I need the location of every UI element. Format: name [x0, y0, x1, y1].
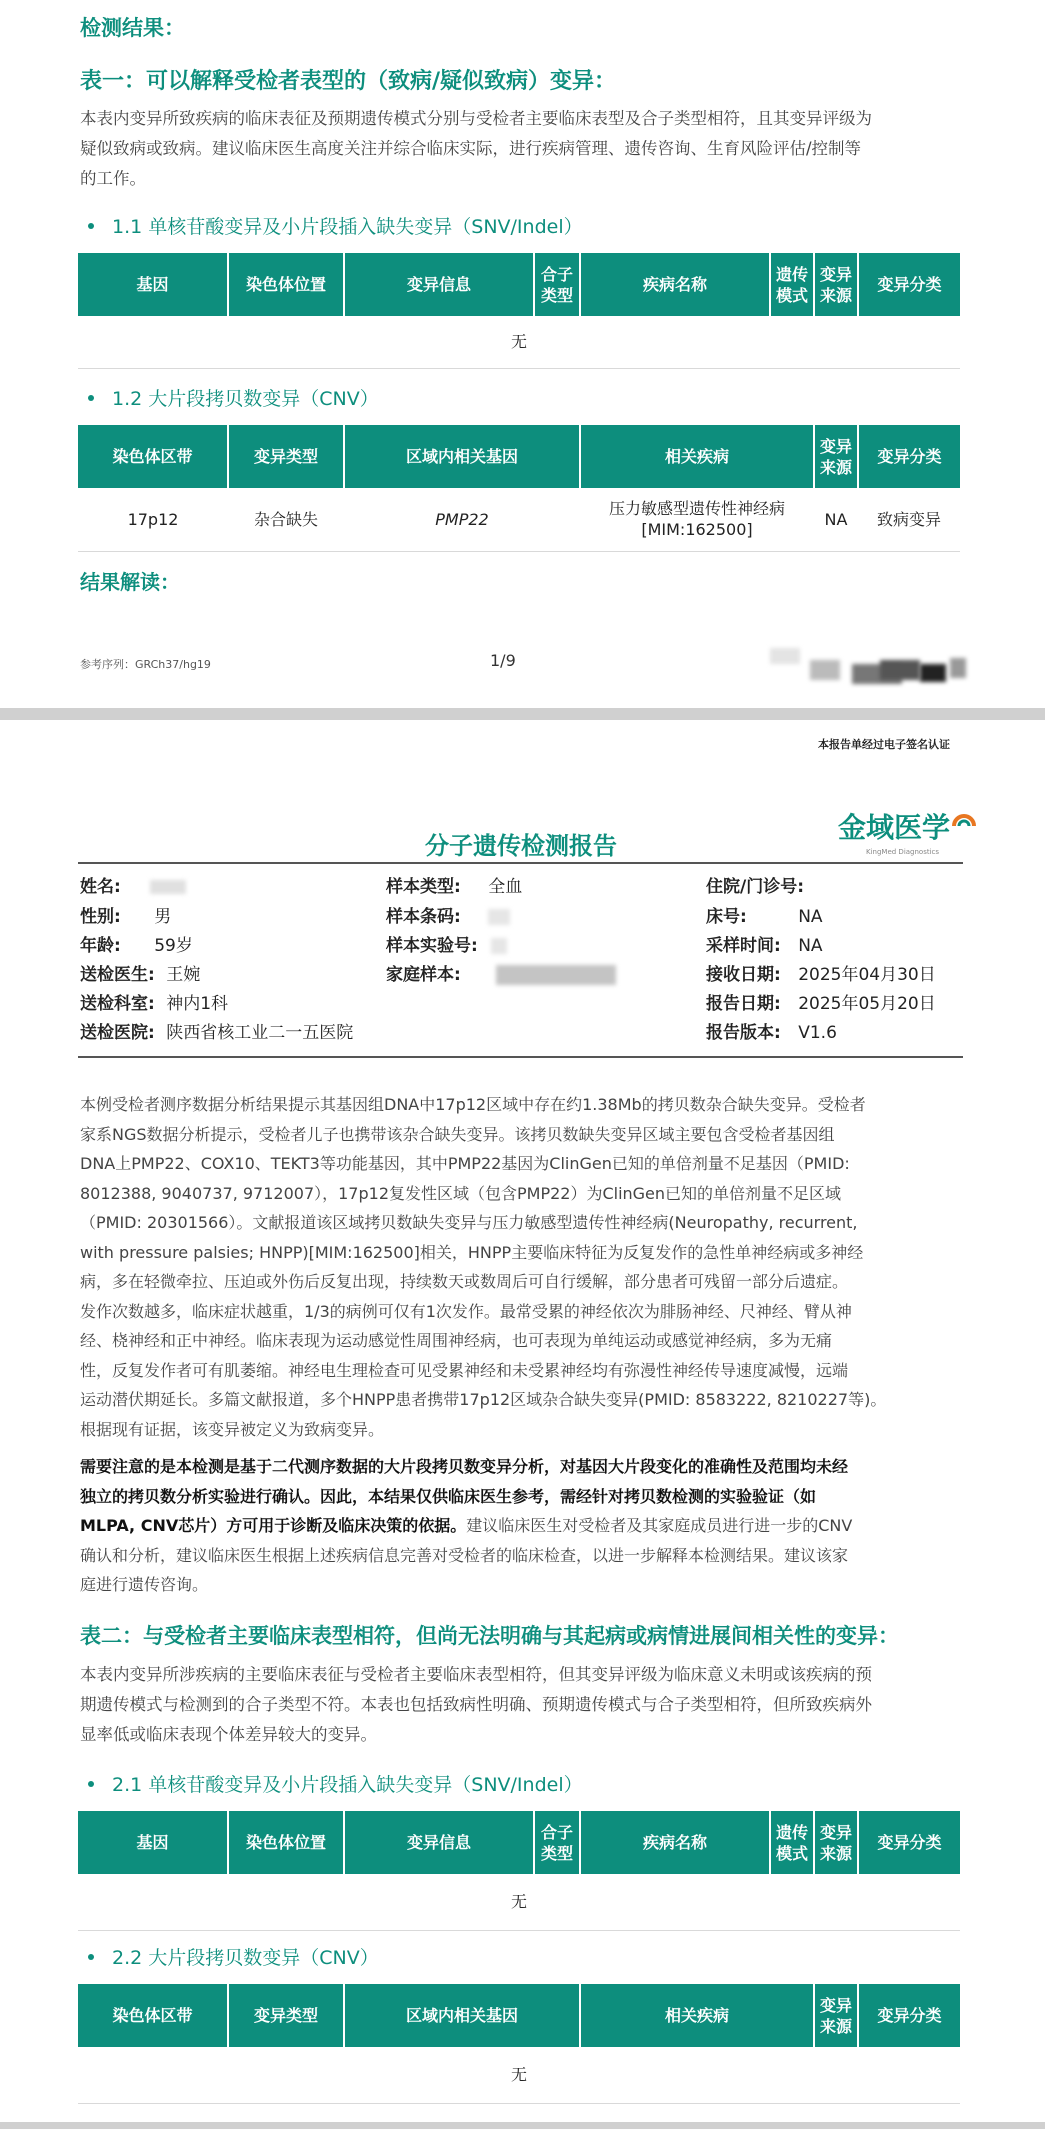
- redacted-barcode: [488, 909, 510, 925]
- table2-description: [80, 1660, 980, 1750]
- cell-band: 17p12: [78, 488, 228, 551]
- bullet-icon: [88, 395, 94, 401]
- body-line: 性，反复发作者可有肌萎缩。神经电生理检查可见受累神经和未受累神经均有弥漫性神经传导速度减慢，远端: [80, 1360, 849, 1380]
- logo-arc-icon: [950, 804, 978, 830]
- report-title: 分子遗传检测报告: [425, 832, 617, 860]
- body-line: 家系NGS数据分析提示，受检者儿子也携带该杂合缺失变异。该拷贝数缺失变异区域主要包含受检者基因组: [80, 1124, 835, 1144]
- bed-row: [706, 902, 823, 927]
- page-number: 1/9: [490, 651, 516, 670]
- desc-line: 显率低或临床表现个体差异较大的变异。: [80, 1725, 377, 1744]
- inpatient-label: 住院/门诊号:: [706, 877, 805, 897]
- header-rule: [78, 862, 963, 864]
- redacted-lab-no: [491, 938, 507, 954]
- dept-value: 神内1科: [166, 994, 229, 1014]
- body-line: 本例受检者测序数据分析结果提示其基因组DNA中17p12区域中存在约1.38Mb的拷贝数杂合缺失变异。受检者: [80, 1095, 866, 1114]
- version-label: 报告版本:: [706, 1023, 781, 1043]
- version-row: [706, 1018, 837, 1043]
- redacted-signature: [770, 648, 970, 688]
- report-date-row: [706, 989, 936, 1014]
- col-header-origin: 变异来源: [814, 425, 858, 488]
- sample-type-value: 全血: [488, 877, 523, 897]
- col-header-gene: 基因: [78, 253, 228, 316]
- page-divider-bottom: [0, 2122, 1045, 2129]
- page-divider: [0, 708, 1045, 720]
- body-line: 8012388, 9040737, 9712007），17p12复发性区域（包含PMP22）为ClinGen已知的单倍剂量不足区域: [80, 1183, 842, 1203]
- col-header-inheritance: 遗传模式: [770, 253, 814, 316]
- cell-source: NA: [814, 488, 858, 551]
- footer-reference: 参考序列：GRCh37/hg19: [80, 658, 211, 671]
- body-line: 发作次数越多，临床症状越重，1/3的病例可仅有1次发作。最常受累的神经依次为腓肠神经、尺神经、臂从神: [80, 1301, 852, 1321]
- doctor-value: 王婉: [166, 965, 201, 985]
- body-line: 病，多在轻微牵拉、压迫或外伤后反复出现，持续数天或数周后可自行缓解，部分患者可残留一部分后遗症。: [80, 1272, 849, 1291]
- col-header-chrom-pos: 染色体位置: [228, 1811, 344, 1874]
- table-empty-cell: 无: [78, 2047, 960, 2103]
- lab-no-row: [386, 931, 507, 956]
- snv-table-2: [78, 1811, 960, 1931]
- bed-value: NA: [798, 907, 823, 927]
- receive-row: [706, 960, 936, 985]
- table-empty-cell: 无: [78, 316, 960, 368]
- section-2-1-title: [88, 1770, 583, 1797]
- col-header-zygosity: 合子类型: [534, 253, 580, 316]
- table1-description: [80, 104, 980, 194]
- col-header-disease: 疾病名称: [580, 1811, 770, 1874]
- table2-title: 表二：与受检者主要临床表型相符，但尚无法明确与其起病或病情进展间相关性的变异：: [80, 1624, 899, 1648]
- body-line: 根据现有证据，该变异被定义为致病变异。: [80, 1419, 385, 1439]
- col-header-classification: 变异分类: [858, 425, 960, 488]
- report-date-value: 2025年05月20日: [798, 994, 936, 1014]
- company-logo: [838, 806, 978, 866]
- esign-note: 本报告单经过电子签名认证: [818, 738, 950, 751]
- caution-note: [80, 1452, 980, 1600]
- table-row: [78, 488, 960, 551]
- note-bold-part: MLPA, CNV芯片）方可用于诊断及临床决策的依据。: [80, 1516, 467, 1535]
- desc-line: 疑似致病或致病。建议临床医生高度关注并综合临床实际，进行疾病管理、遗传咨询、生育风险评估/控制等: [80, 139, 862, 158]
- col-header-gene: 基因: [78, 1811, 228, 1874]
- body-line: 运动潜伏期延长。多篇文献报道，多个HNPP患者携带17p12区域杂合缺失变异(PMID: 8583222, 8210227等)。: [80, 1390, 887, 1409]
- redacted-family: [496, 965, 616, 985]
- logo-subtitle: KingMed Diagnostics: [866, 848, 940, 856]
- results-heading: 检测结果：: [80, 16, 185, 40]
- col-header-genes: 区域内相关基因: [344, 1984, 580, 2047]
- cell-disease: [580, 488, 814, 551]
- dept-label: 送检科室:: [80, 994, 155, 1014]
- collect-row: [706, 931, 823, 956]
- cnv-table-1: [78, 425, 960, 552]
- col-header-variant-info: 变异信息: [344, 1811, 534, 1874]
- body-line: with pressure palsies; HNPP)[MIM:162500]相关，HNPP主要临床特征为反复发作的急性单神经病或多神经: [80, 1242, 864, 1262]
- desc-line: 期遗传模式与检测到的合子类型不符。本表也包括致病性明确、预期遗传模式与合子类型相符，但所致疾病外: [80, 1695, 872, 1714]
- cell-class: 致病变异: [858, 488, 960, 551]
- col-header-chrom-pos: 染色体位置: [228, 253, 344, 316]
- doctor-label: 送检医生:: [80, 965, 155, 985]
- note-line: 确认和分析，建议临床医生根据上述疾病信息完善对受检者的临床检查，以进一步解释本检测结果。建议该家: [80, 1545, 849, 1565]
- col-header-variant-type: 变异类型: [228, 1984, 344, 2047]
- receive-label: 接收日期:: [706, 965, 781, 985]
- name-label: 姓名:: [80, 877, 121, 897]
- name-row: [80, 872, 186, 897]
- col-header-disease: 相关疾病: [580, 1984, 814, 2047]
- note-line: 独立的拷贝数分析实验进行确认。因此，本结果仅供临床医生参考，需经针对拷贝数检测的实验验证（如: [80, 1486, 817, 1506]
- table1-title: 表一：可以解释受检者表型的（致病/疑似致病）变异：: [80, 69, 617, 94]
- collect-value: NA: [798, 936, 823, 956]
- col-header-origin: 变异来源: [814, 1984, 858, 2047]
- col-header-band: 染色体区带: [78, 1984, 228, 2047]
- col-header-inheritance: 遗传模式: [770, 1811, 814, 1874]
- note-rest-part: 建议临床医生对受检者及其家庭成员进行进一步的CNV: [466, 1516, 853, 1535]
- cell-type: 杂合缺失: [228, 488, 344, 551]
- cnv-table-2: [78, 1984, 960, 2104]
- section-title-text: 1.2 大片段拷贝数变异（CNV）: [112, 388, 379, 410]
- hospital-value: 陕西省核工业二一五医院: [166, 1023, 354, 1043]
- section-1-1-title: [88, 212, 583, 239]
- col-header-disease: 疾病名称: [580, 253, 770, 316]
- body-line: 经、桡神经和正中神经。临床表现为运动感觉性周围神经病，也可表现为单纯运动或感觉神经病，多为无痛: [80, 1331, 833, 1350]
- family-row: [386, 960, 616, 985]
- redacted-name: [150, 880, 186, 894]
- note-line: [80, 1511, 980, 1541]
- note-line: 庭进行遗传咨询。: [80, 1575, 209, 1594]
- receive-value: 2025年04月30日: [798, 965, 936, 985]
- cell-gene: PMP22: [344, 488, 580, 551]
- sex-row: [80, 902, 171, 927]
- doctor-row: [80, 960, 200, 985]
- col-header-classification: 变异分类: [858, 1984, 960, 2047]
- age-value: 59岁: [154, 936, 193, 956]
- lab-no-label: 样本实验号:: [386, 936, 478, 956]
- info-rule: [78, 1056, 963, 1058]
- section-1-2-title: [88, 384, 379, 411]
- bullet-icon: [88, 1954, 94, 1960]
- sex-value: 男: [154, 907, 172, 927]
- dept-row: [80, 989, 228, 1014]
- table-empty-cell: 无: [78, 1874, 960, 1930]
- version-value: V1.6: [798, 1023, 837, 1043]
- hospital-row: [80, 1018, 353, 1043]
- body-line: （PMID: 20301566）。文献报道该区域拷贝数缺失变异与压力敏感型遗传性神经病(Neuropathy, recurrent,: [80, 1213, 858, 1232]
- patient-info: [80, 872, 960, 1052]
- interpretation-heading: 结果解读：: [80, 570, 180, 594]
- sample-type-row: [386, 872, 522, 897]
- desc-line: 的工作。: [80, 169, 146, 188]
- barcode-label: 样本条码:: [386, 907, 461, 927]
- section-2-2-title: [88, 1943, 379, 1970]
- sex-label: 性别:: [80, 907, 121, 927]
- bullet-icon: [88, 223, 94, 229]
- desc-line: 本表内变异所涉疾病的主要临床表征与受检者主要临床表型相符，但其变异评级为临床意义未明或该疾病的预: [80, 1665, 872, 1684]
- col-header-variant-type: 变异类型: [228, 425, 344, 488]
- col-header-origin: 变异来源: [814, 1811, 858, 1874]
- family-label: 家庭样本:: [386, 965, 461, 985]
- age-label: 年龄:: [80, 936, 121, 956]
- col-header-origin: 变异来源: [814, 253, 858, 316]
- age-row: [80, 931, 193, 956]
- col-header-band: 染色体区带: [78, 425, 228, 488]
- sample-type-label: 样本类型:: [386, 877, 461, 897]
- bullet-icon: [88, 1781, 94, 1787]
- report-date-label: 报告日期:: [706, 994, 781, 1014]
- body-line: DNA上PMP22、COX10、TEKT3等功能基因，其中PMP22基因为ClinGen已知的单倍剂量不足基因（PMID:: [80, 1154, 850, 1173]
- inpatient-row: [706, 872, 804, 897]
- bed-label: 床号:: [706, 907, 747, 927]
- collect-label: 采样时间:: [706, 936, 781, 956]
- col-header-classification: 变异分类: [858, 1811, 960, 1874]
- section-title-text: 2.2 大片段拷贝数变异（CNV）: [112, 1947, 379, 1969]
- col-header-zygosity: 合子类型: [534, 1811, 580, 1874]
- col-header-classification: 变异分类: [858, 253, 960, 316]
- note-line: 需要注意的是本检测是基于二代测序数据的大片段拷贝数变异分析，对基因大片段变化的准确性及范围均未经: [80, 1457, 849, 1476]
- col-header-variant-info: 变异信息: [344, 253, 534, 316]
- snv-table-1: [78, 253, 960, 369]
- disease-name: 压力敏感型遗传性神经病: [608, 499, 785, 519]
- barcode-row: [386, 902, 510, 927]
- interpretation-body: [80, 1090, 980, 1444]
- hospital-label: 送检医院:: [80, 1023, 155, 1043]
- desc-line: 本表内变异所致疾病的临床表征及预期遗传模式分别与受检者主要临床表型及合子类型相符，且其变异评级为: [80, 109, 872, 128]
- logo-name: 金域医学: [838, 811, 951, 844]
- disease-mim: [MIM:162500]: [641, 520, 753, 540]
- section-title-text: 1.1 单核苷酸变异及小片段插入缺失变异（SNV/Indel）: [112, 216, 583, 238]
- col-header-disease: 相关疾病: [580, 425, 814, 488]
- section-title-text: 2.1 单核苷酸变异及小片段插入缺失变异（SNV/Indel）: [112, 1774, 583, 1796]
- col-header-genes: 区域内相关基因: [344, 425, 580, 488]
